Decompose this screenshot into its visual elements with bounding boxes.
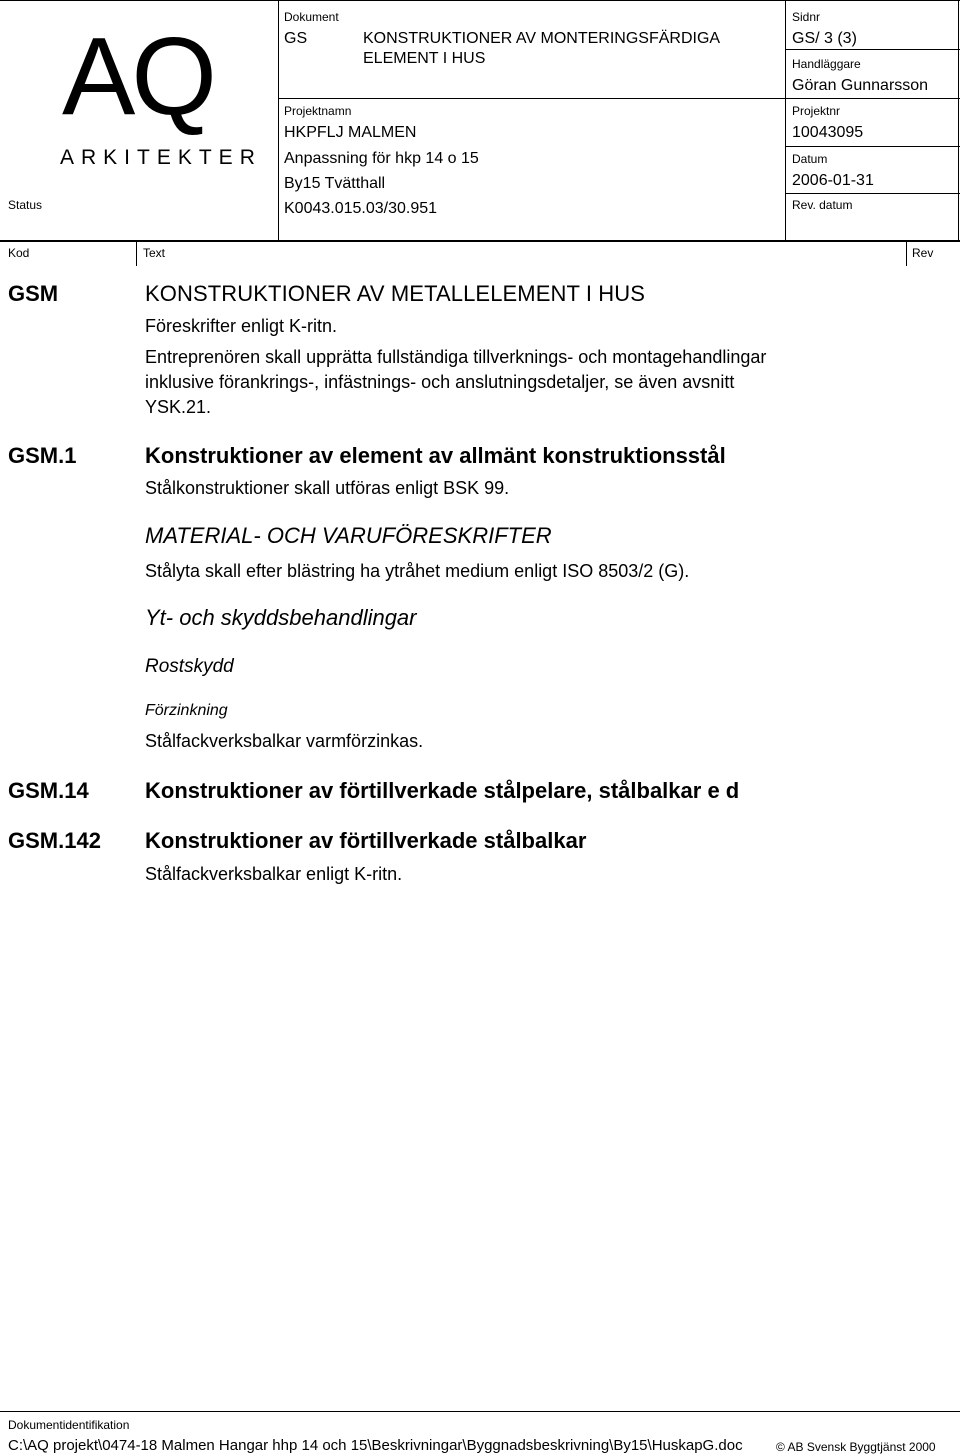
forzinkning-paragraph: Stålfackverksbalkar varmförzinkas.: [145, 731, 424, 751]
gsm-paragraph-2-line2: inklusive förankrings-, infästnings- och anslutningsdetaljer, se även avsnitt: [145, 372, 735, 392]
header-hline-4: [785, 193, 960, 194]
sidnr-label: Sidnr: [792, 10, 821, 24]
code-gsm: GSM: [8, 281, 59, 306]
projektnamn-label: Projektnamn: [284, 104, 352, 118]
forzinkning-heading: Förzinkning: [145, 702, 228, 719]
gsm1-paragraph: Stålkonstruktioner skall utföras enligt BSK 99.: [145, 478, 510, 498]
footer-path: C:\AQ projekt\0474-18 Malmen Hangar hhp 14 och 15\Beskrivningar\Byggnadsbeskrivning\By15\HuskapG.doc: [8, 1437, 743, 1454]
gsm142-paragraph: Stålfackverksbalkar enligt K-ritn.: [145, 864, 403, 884]
code-gsm1: GSM.1: [8, 443, 77, 468]
section-title-gsm1: Konstruktioner av element av allmänt konstruktionsstål: [145, 443, 726, 468]
header-bottom-border: [0, 240, 960, 242]
projektnr-value: 10043095: [792, 124, 864, 141]
header-hline-2: [785, 49, 960, 50]
revdatum-label: Rev. datum: [792, 198, 853, 212]
projektnamn-line2: Anpassning för hkp 14 o 15: [284, 150, 479, 167]
header-divider-2: [785, 0, 786, 240]
gsm-paragraph-2-line1: Entreprenören skall upprätta fullständiga tillverknings- och montagehandlingar: [145, 347, 767, 367]
gsm-paragraph-2-line3: YSK.21.: [145, 397, 212, 417]
header-hline-3: [785, 146, 960, 147]
datum-label: Datum: [792, 152, 828, 166]
handlaggare-label: Handläggare: [792, 57, 861, 71]
gsm-paragraph-1: Föreskrifter enligt K-ritn.: [145, 316, 338, 336]
sidnr-value: GS/ 3 (3): [792, 30, 857, 47]
col-text-label: Text: [143, 246, 166, 260]
dokument-title-line1: KONSTRUKTIONER AV MONTERINGSFÄRDIGA: [363, 30, 721, 47]
footer-top-border: [0, 1411, 960, 1412]
col-divider-rev: [906, 242, 907, 266]
col-rev-label: Rev: [912, 246, 934, 260]
logo-aq: AQ: [62, 15, 213, 138]
rostskydd-heading: Rostskydd: [145, 656, 234, 677]
projektnamn-line1: HKPFLJ MALMEN: [284, 124, 417, 141]
section-title-gsm14: Konstruktioner av förtillverkade stålpelare, stålbalkar e d: [145, 778, 740, 803]
dokument-code: GS: [284, 30, 308, 47]
yt-heading: Yt- och skyddsbehandlingar: [145, 605, 417, 630]
footer-copyright: © AB Svensk Byggtjänst 2000: [776, 1440, 936, 1454]
material-paragraph: Stålyta skall efter blästring ha ytråhet medium enligt ISO 8503/2 (G).: [145, 561, 690, 581]
code-gsm14: GSM.14: [8, 778, 89, 803]
code-gsm142: GSM.142: [8, 828, 101, 853]
header-divider-1: [278, 0, 279, 240]
datum-value: 2006-01-31: [792, 172, 874, 189]
dokument-label: Dokument: [284, 10, 339, 24]
section-title-gsm142: Konstruktioner av förtillverkade stålbalkar: [145, 828, 587, 853]
material-heading: MATERIAL- OCH VARUFÖRESKRIFTER: [145, 523, 552, 548]
dokument-title-line2: ELEMENT I HUS: [363, 50, 486, 67]
projektnamn-line4: K0043.015.03/30.951: [284, 200, 438, 217]
handlaggare-value: Göran Gunnarsson: [792, 77, 929, 94]
header-hline-1: [278, 98, 960, 99]
col-divider-kod: [136, 242, 137, 266]
projektnr-label: Projektnr: [792, 104, 841, 118]
status-label: Status: [8, 198, 43, 212]
header-top-border: [0, 0, 960, 1]
header-right-border: [958, 0, 959, 240]
logo-arkitekter: ARKITEKTER: [60, 146, 262, 169]
section-title-gsm: KONSTRUKTIONER AV METALLELEMENT I HUS: [145, 281, 646, 306]
col-kod-label: Kod: [8, 246, 30, 260]
projektnamn-line3: By15 Tvätthall: [284, 175, 386, 192]
footer-dok-label: Dokumentidentifikation: [8, 1418, 130, 1432]
